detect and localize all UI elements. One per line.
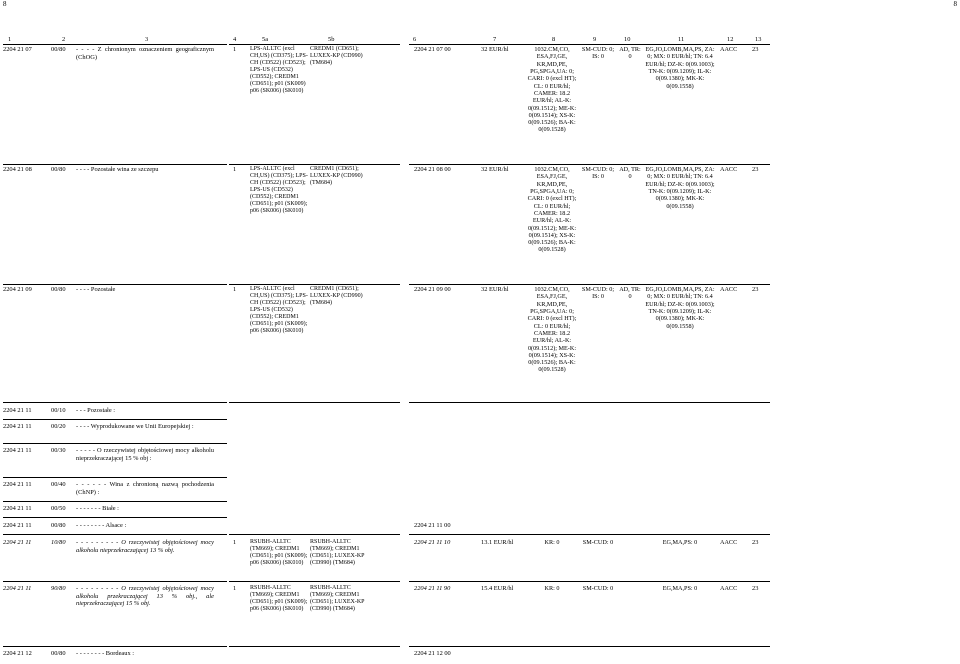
rule — [3, 534, 227, 535]
rates-col9: SM-CUD: 0; IS: 0 — [581, 286, 615, 301]
measures-b: RSUBH-ALLTC (TM669); CREDM1 (CD651); LUXEX-KP (CD990) (TM684) — [310, 585, 365, 613]
column-header: 9 — [593, 36, 597, 43]
rule — [3, 402, 227, 403]
rates-col11: EG,JO,LOMB,MA,PS, ZA: 0; MX: 0 EUR/hl; TN: 6.4 EUR/hl; DZ-K: 0(09.1003); TN-K: 0(09.1209); IL-K: 0(09.1380); MK-K: 0(09.1558) — [645, 166, 715, 210]
suffix: 00/80 — [51, 286, 66, 293]
tariff-code: 2204 21 11 00 — [414, 522, 451, 529]
suffix: 10/80 — [51, 539, 66, 546]
rule — [3, 501, 227, 502]
rule — [3, 443, 227, 444]
cn-code: 2204 21 11 — [3, 539, 32, 546]
duty-rate: 32 EUR/hl — [481, 286, 509, 293]
measures-a: LPS-ALLTC (excl CH,US) (CD375); LPS-CH (CD522) (CD523); LPS-US (CD532) (CD552); CREDM1 (CD651); p01 (SK009) p06 (SK006) (SK010) — [250, 46, 308, 95]
rule — [3, 517, 227, 518]
col12-code: AACC — [720, 585, 738, 592]
suffix: 00/80 — [51, 46, 66, 53]
indent-level: 1 — [233, 166, 237, 173]
suffix: 90/80 — [51, 585, 66, 592]
preferential-rates: KR: 0 — [544, 585, 560, 592]
page-number-left: 8 — [3, 0, 7, 8]
description: - - - - - O rzeczywistej objętościowej mocy alkoholu nieprzekraczającej 15 % obj : — [76, 447, 214, 462]
suffix: 00/30 — [51, 447, 66, 454]
indent-level: 1 — [233, 286, 237, 293]
duty-rate: 13.1 EUR/hl — [481, 539, 514, 546]
col12-code: AACC — [720, 286, 738, 293]
cn-code: 2204 21 11 — [3, 481, 32, 488]
preferential-rates: KR: 0 — [544, 539, 560, 546]
measures-b: RSUBH-ALLTC (TM669); CREDM1 (CD651); LUXEX-KP (CD990) (TM684) — [310, 539, 365, 567]
column-header: 13 — [755, 36, 762, 43]
tariff-code: 2204 21 11 10 — [414, 539, 451, 546]
rule — [229, 402, 400, 403]
preferential-rates: 1032.CM,CO, ESA,FJ,GE, KR,MD,PE, PG,SPGA,UA: 0; CARI: 0 (excl HT); CL: 0 EUR/hl; CAMER: 18.2 EUR/hl; AL-K: 0(09.1512); ME-K: 0(09.1514); XS-K: 0(09.1526); BA-K: 0(09.1528) — [527, 46, 577, 134]
description: - - - - - - - Białe : — [76, 505, 119, 512]
preferential-rates: 1032.CM,CO, ESA,FJ,GE, KR,MD,PE, PG,SPGA,UA: 0; CARI: 0 (excl HT); CL: 0 EUR/hl; CAMER: 18.2 EUR/hl; AL-K: 0(09.1512); ME-K: 0(09.1514); XS-K: 0(09.1526); BA-K: 0(09.1528) — [527, 166, 577, 254]
rule — [3, 284, 227, 285]
indent-level: 1 — [233, 585, 237, 592]
column-header: 7 — [493, 36, 497, 43]
suffix: 00/50 — [51, 505, 66, 512]
cn-code: 2204 21 11 — [3, 585, 32, 592]
tariff-code: 2204 21 09 00 — [414, 286, 451, 293]
suffix: 00/80 — [51, 522, 66, 529]
column-header: 8 — [552, 36, 556, 43]
cn-code: 2204 21 11 — [3, 407, 32, 414]
rates-col9: SM-CUD: 0 — [582, 539, 614, 546]
column-header: 1 — [8, 36, 12, 43]
measures-a: LPS-ALLTC (excl CH,US) (CD375); LPS-CH (CD522) (CD523); LPS-US (CD532) (CD552); CREDM1 (CD651); p01 (SK009); p06 (SK006) (SK010) — [250, 166, 308, 215]
rule — [409, 534, 770, 535]
rule — [229, 284, 400, 285]
rates-col11: EG,MA,PS: 0 — [662, 585, 698, 592]
rates-col11: EG,JO,LOMB,MA,PS, ZA: 0; MX: 0 EUR/hl; TN: 6.4 EUR/hl; DZ-K: 0(09.1003); TN-K: 0(09.1209); IL-K: 0(09.1380); MK-K: 0(09.1558) — [645, 286, 715, 330]
measures-b: CREDM1 (CD651); LUXEX-KP (CD990) (TM684) — [310, 286, 363, 307]
column-header: 10 — [624, 36, 631, 43]
rule — [229, 44, 400, 45]
duty-rate: 15.4 EUR/hl — [481, 585, 514, 592]
cn-code: 2204 21 11 — [3, 522, 32, 529]
cn-code: 2204 21 07 — [3, 46, 32, 53]
measures-a: LPS-ALLTC (excl CH,US) (CD375); LPS-CH (CD522) (CD523); LPS-US (CD532) (CD552); CREDM1 (CD651); p01 (SK009); p06 (SK006) (SK010) — [250, 286, 308, 335]
column-header: 11 — [678, 36, 685, 43]
suffix: 00/40 — [51, 481, 66, 488]
cn-code: 2204 21 12 — [3, 650, 32, 657]
column-header: 3 — [145, 36, 149, 43]
rates-col9: SM-CUD: 0; IS: 0 — [581, 166, 615, 181]
col12-code: AACC — [720, 46, 738, 53]
description: - - - - - - - - - O rzeczywistej objętościowej mocy alkoholu nieprzekraczającej 13 % obj. — [76, 539, 214, 554]
rule — [409, 581, 770, 582]
description: - - - - - - - - Bordeaux : — [76, 650, 135, 657]
rates-col11: EG,MA,PS: 0 — [662, 539, 698, 546]
rates-col10: AD, TR: 0 — [619, 286, 641, 301]
description: - - - - - - - - - O rzeczywistej objętościowej mocy alkoholu przekraczającej 13 % obj., ale nieprzekraczającej 15 % obj. — [76, 585, 214, 608]
rule — [3, 419, 227, 420]
column-header: 12 — [727, 36, 734, 43]
description: - - - - Z chronionym oznaczeniem geograficznym (ChOG) — [76, 46, 214, 61]
cn-code: 2204 21 11 — [3, 423, 32, 430]
indent-level: 1 — [233, 539, 237, 546]
rule — [409, 646, 770, 647]
cn-code: 2204 21 11 — [3, 505, 32, 512]
tariff-code: 2204 21 08 00 — [414, 166, 451, 173]
rule — [3, 477, 227, 478]
rule — [3, 646, 227, 647]
cn-code: 2204 21 09 — [3, 286, 32, 293]
description: - - - - - - Wina z chronioną nazwą pochodzenia (ChNP) : — [76, 481, 214, 496]
suffix: 00/80 — [51, 650, 66, 657]
col13-number: 23 — [752, 286, 759, 293]
rule — [3, 581, 227, 582]
measures-a: RSUBH-ALLTC (TM669); CREDM1 (CD651); p01 (SK009); p06 (SK006) (SK010) — [250, 539, 308, 567]
suffix: 00/10 — [51, 407, 66, 414]
col13-number: 23 — [752, 46, 759, 53]
duty-rate: 32 EUR/hl — [481, 46, 509, 53]
suffix: 00/20 — [51, 423, 66, 430]
measures-b: CREDM1 (CD651); LUXEX-KP (CD990) (TM684) — [310, 46, 363, 67]
column-header: 4 — [233, 36, 237, 43]
col13-number: 23 — [752, 166, 759, 173]
rule — [229, 581, 400, 582]
indent-level: 1 — [233, 46, 237, 53]
description: - - - - Wyprodukowane we Unii Europejskiej : — [76, 423, 194, 430]
column-header: 6 — [413, 36, 417, 43]
rule — [409, 284, 770, 285]
rule — [3, 44, 227, 45]
preferential-rates: 1032.CM,CO, ESA,FJ,GE, KR,MD,PE, PG,SPGA,UA: 0; CARI: 0 (excl HT); CL: 0 EUR/hl; CAMER: 18.2 EUR/hl; AL-K: 0(09.1512); ME-K: 0(09.1514); XS-K: 0(09.1526); BA-K: 0(09.1528) — [527, 286, 577, 374]
rates-col10: AD, TR: 0 — [619, 166, 641, 181]
description: - - - - Pozostałe — [76, 286, 116, 293]
cn-code: 2204 21 11 — [3, 447, 32, 454]
cn-code: 2204 21 08 — [3, 166, 32, 173]
suffix: 00/80 — [51, 166, 66, 173]
tariff-code: 2204 21 11 90 — [414, 585, 451, 592]
rule — [229, 534, 400, 535]
tariff-code: 2204 21 12 00 — [414, 650, 451, 657]
rule — [3, 164, 227, 165]
rates-col11: EG,JO,LOMB,MA,PS, ZA: 0; MX: 0 EUR/hl; TN: 6.4 EUR/hl; DZ-K: 0(09.1003); TN-K: 0(09.1209); IL-K: 0(09.1380); MK-K: 0(09.1558) — [645, 46, 715, 90]
rule — [229, 646, 400, 647]
rates-col9: SM-CUD: 0 — [582, 585, 614, 592]
description: - - - - Pozostałe wina ze szczepu — [76, 166, 159, 173]
col12-code: AACC — [720, 166, 738, 173]
column-header: 5b — [328, 36, 335, 43]
rule — [409, 164, 770, 165]
col13-number: 23 — [752, 539, 759, 546]
measures-b: CREDM1 (CD651); LUXEX-KP (CD990) (TM684) — [310, 166, 363, 187]
duty-rate: 32 EUR/hl — [481, 166, 509, 173]
description: - - - - - - - - Alsace : — [76, 522, 127, 529]
rates-col9: SM-CUD: 0; IS: 0 — [581, 46, 615, 61]
rates-col10: AD, TR: 0 — [619, 46, 641, 61]
col13-number: 23 — [752, 585, 759, 592]
description: - - - Pozostałe : — [76, 407, 116, 414]
rule — [229, 164, 400, 165]
column-header: 5a — [262, 36, 269, 43]
col12-code: AACC — [720, 539, 738, 546]
measures-a: RSUBH-ALLTC (TM669); CREDM1 (CD651); p01 (SK009); p06 (SK006) (SK010) — [250, 585, 308, 613]
page-number-right: 8 — [953, 0, 957, 8]
rule — [409, 44, 770, 45]
tariff-code: 2204 21 07 00 — [414, 46, 451, 53]
rule — [409, 402, 770, 403]
column-header: 2 — [62, 36, 66, 43]
